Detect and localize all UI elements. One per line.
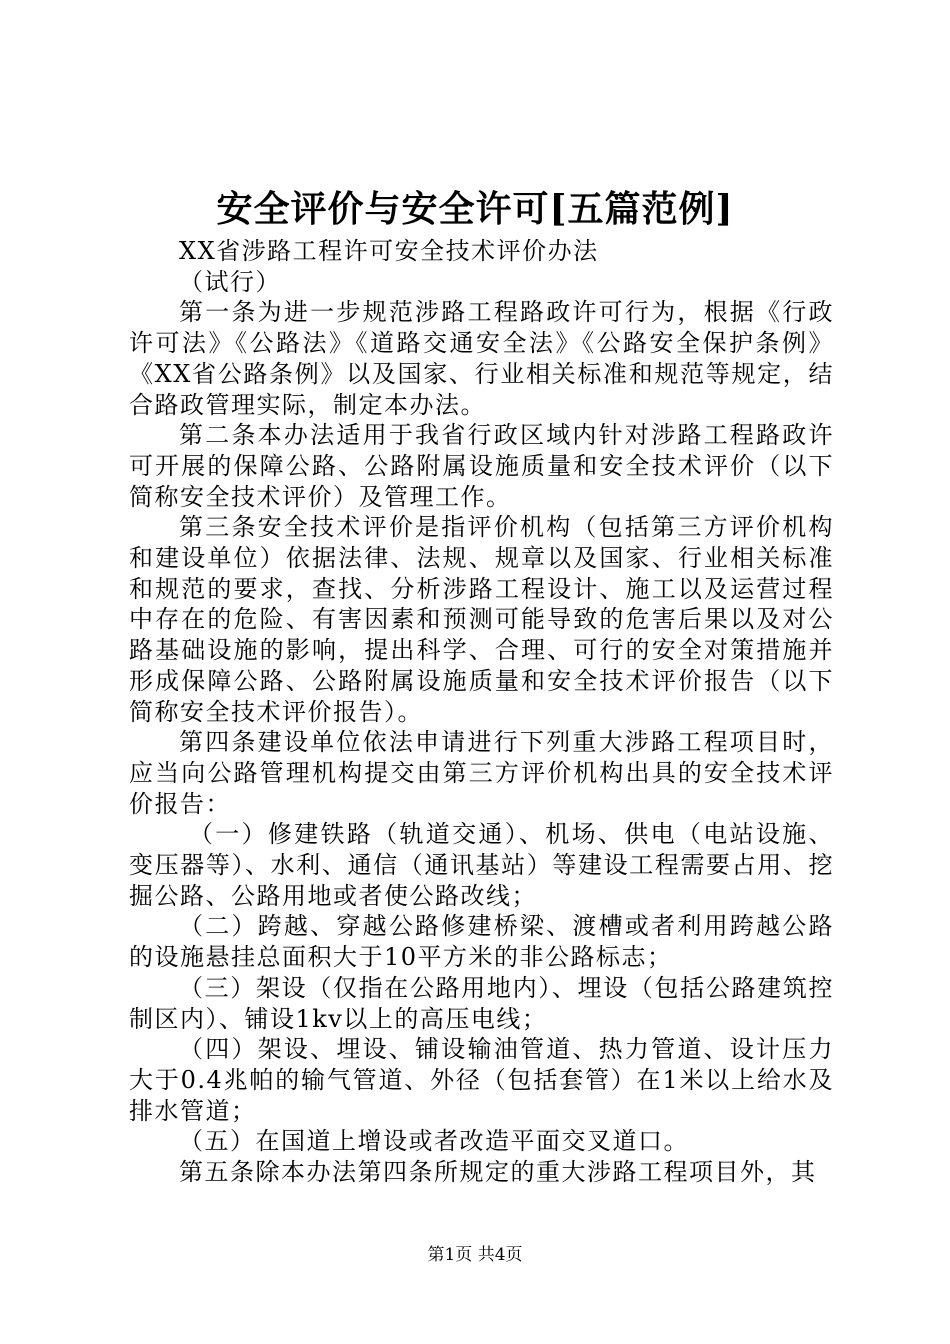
paragraph-article-1: 第一条为进一步规范涉路工程路政许可行为，根据《行政许可法》《公路法》《道路交通安全法》《公路安全保护条例》《XX省公路条例》以及国家、行业相关标准和规范等规定，结合路政管理实际，制定本办法。 — [129, 298, 834, 419]
paragraph-subtitle: XX省涉路工程许可安全技术评价办法 — [179, 237, 599, 265]
paragraph-article-5: 第五条除本办法第四条所规定的重大涉路工程项目外，其 — [179, 1158, 817, 1187]
document-body — [129, 236, 834, 1188]
paragraph-item-3: （三）架设（仅指在公路用地内）、埋设（包括公路建筑控制区内）、铺设1kv以上的高压电线； — [129, 973, 834, 1033]
document-title: 安全评价与安全许可[五篇范例] — [216, 188, 734, 230]
paragraph-item-2: （二）跨越、穿越公路修建桥梁、渡槽或者利用跨越公路的设施悬挂总面积大于10平方米的非公路标志； — [129, 912, 834, 972]
paragraph-item-5: （五）在国道上增设或者改造平面交叉道口。 — [179, 1127, 689, 1156]
paragraph-article-4: 第四条建设单位依法申请进行下列重大涉路工程项目时，应当向公路管理机构提交由第三方评价机构出具的安全技术评价报告： — [129, 728, 834, 818]
paragraph-item-1: （一）修建铁路（轨道交通）、机场、供电（电站设施、变压器等）、水利、通信（通讯基站）等建设工程需要占用、挖掘公路、公路用地或者使公路改线； — [129, 820, 834, 910]
paragraph-item-4: （四）架设、埋设、铺设输油管道、热力管道、设计压力大于0.4兆帕的输气管道、外径（包括套管）在1米以上给水及排水管道； — [129, 1035, 834, 1125]
paragraph-trial-note: （试行） — [179, 267, 281, 296]
paragraph-article-3: 第三条安全技术评价是指评价机构（包括第三方评价机构和建设单位）依据法律、法规、规章以及国家、行业相关标准和规范的要求，查找、分析涉路工程设计、施工以及运营过程中存在的危险、有害因素和预测可能导致的危害后果以及对公路基础设施的影响，提出科学、合理、可行的安全对策措施并形成保障公路、公路附属设施质量和安全技术评价报告（以下简称安全技术评价报告）。 — [129, 513, 834, 726]
paragraph-article-2: 第二条本办法适用于我省行政区域内针对涉路工程路政许可开展的保障公路、公路附属设施质量和安全技术评价（以下简称安全技术评价）及管理工作。 — [129, 421, 834, 511]
page-number-footer: 第1页 共4页 — [427, 1245, 523, 1265]
